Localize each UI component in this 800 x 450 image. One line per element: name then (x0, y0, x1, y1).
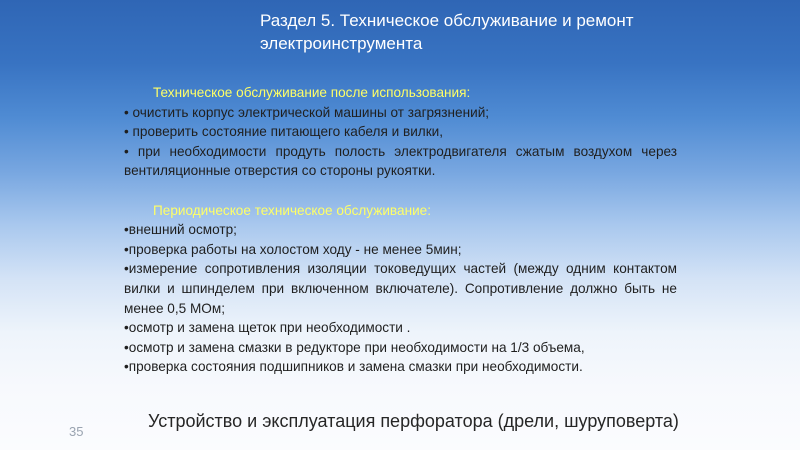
list-item: • проверить состояние питающего кабеля и вилки, (124, 124, 444, 140)
slide-content (124, 83, 677, 377)
list-item: • при необходимости продуть полость электродвигателя сжатым воздухом через вентиляционные отверстия со стороны рукоятки. (124, 143, 677, 179)
list-item: • очистить корпус электрической машины от загрязнений; (124, 104, 490, 120)
list-item: •осмотр и замена смазки в редукторе при необходимости на 1/3 объема, (124, 339, 585, 355)
list-item: •осмотр и замена щеток при необходимости . (124, 320, 411, 336)
slide-footer: Устройство и эксплуатация перфоратора (дрели, шуруповерта) (148, 411, 679, 431)
list-item: •измерение сопротивления изоляции токоведущих частей (между одним контактом вилки и шпинделем при включенном включателе). Сопротивление должно быть не менее 0,5 МОм; (124, 261, 677, 316)
list-item: •проверка состояния подшипников и замена смазки при необходимости. (124, 359, 583, 375)
list-item: •внешний осмотр; (124, 222, 237, 238)
section-heading-periodic: Периодическое техническое обслуживание: (153, 202, 432, 218)
section-heading-after-use: Техническое обслуживание после использования: (153, 85, 471, 100)
list-item: •проверка работы на холостом ходу - не менее 5мин; (124, 241, 462, 257)
slide-title: Раздел 5. Техническое обслуживание и ремонт электроинструмента (260, 11, 634, 53)
page-number: 35 (69, 424, 84, 439)
